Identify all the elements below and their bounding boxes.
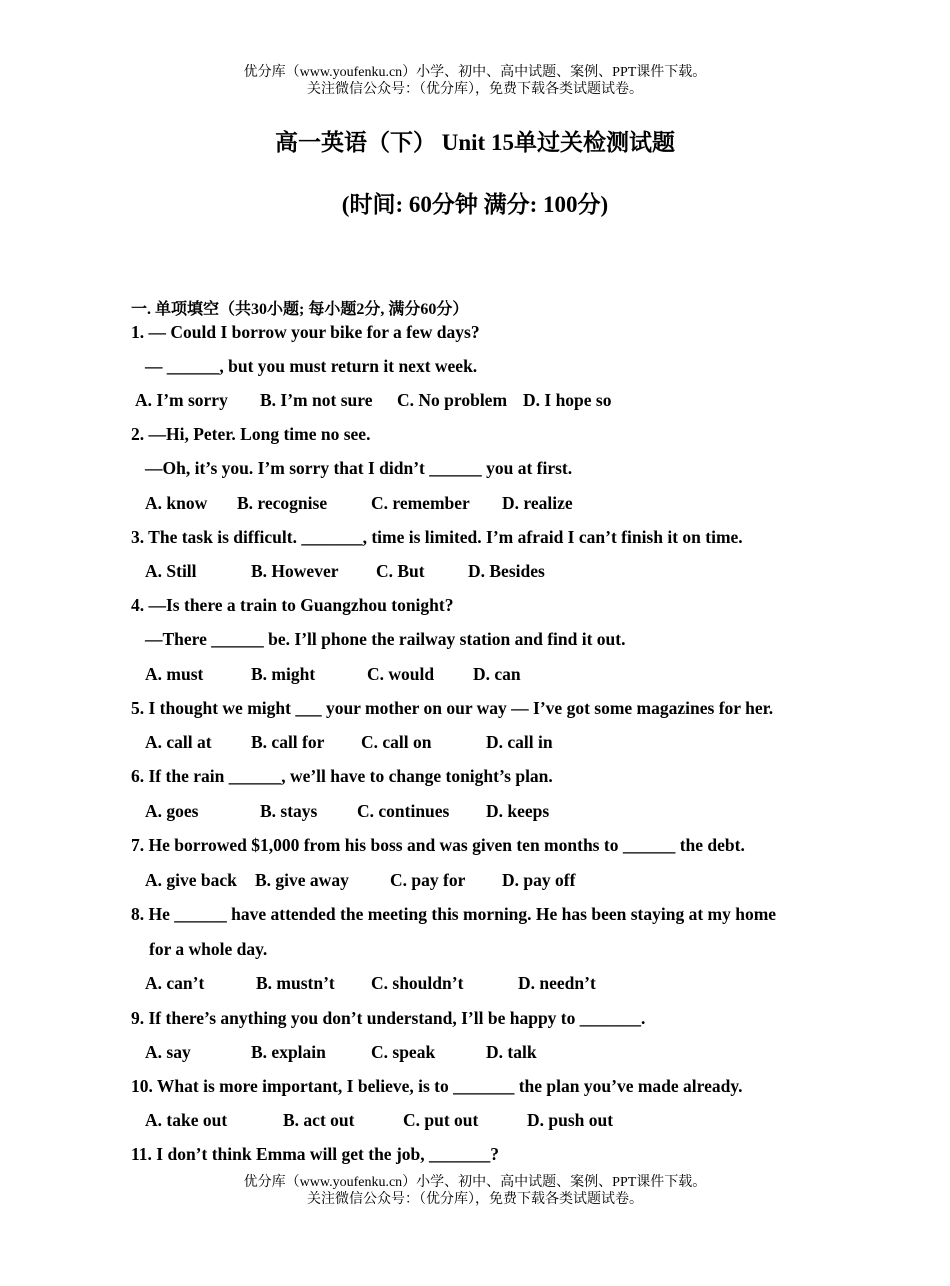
question-8-stem-continued: for a whole day. xyxy=(149,939,268,959)
exam-subtitle: (时间: 60分钟 满分: 100分) xyxy=(341,192,609,217)
question-4-stem: 4. —Is there a train to Guangzhou tonight? xyxy=(131,595,454,615)
question-6-stem: 6. If the rain ______, we’ll have to change tonight’s plan. xyxy=(131,766,553,786)
exam-title: 高一英语（下） Unit 15单过关检测试题 xyxy=(275,130,675,155)
question-9-stem: 9. If there’s anything you don’t understand, I’ll be happy to _______. xyxy=(131,1008,646,1028)
page-header xyxy=(0,64,950,98)
option-b: B. act out xyxy=(283,1110,355,1130)
question-1-stem: 1. — Could I borrow your bike for a few days? xyxy=(131,322,480,342)
option-a: A. take out xyxy=(145,1110,228,1130)
option-a: A. can’t xyxy=(145,973,205,993)
option-c: C. call on xyxy=(361,732,432,752)
option-d: D. push out xyxy=(527,1110,614,1130)
option-b: B. call for xyxy=(251,732,325,752)
option-c: C. But xyxy=(376,561,425,581)
question-2-reply: —Oh, it’s you. I’m sorry that I didn’t ______ you at first. xyxy=(145,458,573,478)
question-4-reply: —There ______ be. I’ll phone the railway station and find it out. xyxy=(145,629,626,649)
option-a: A. goes xyxy=(145,801,199,821)
option-c: C. No problem xyxy=(397,390,508,410)
option-a: A. say xyxy=(145,1042,191,1062)
option-d: D. call in xyxy=(486,732,553,752)
option-d: D. talk xyxy=(486,1042,537,1062)
option-a: A. Still xyxy=(145,561,197,581)
option-a: A. I’m sorry xyxy=(135,390,228,410)
question-8-stem: 8. He ______ have attended the meeting this morning. He has been staying at my home xyxy=(131,904,777,924)
option-b: B. recognise xyxy=(237,493,328,513)
option-c: C. shouldn’t xyxy=(371,973,464,993)
option-d: D. Besides xyxy=(468,561,545,581)
option-d: D. keeps xyxy=(486,801,550,821)
question-5-stem: 5. I thought we might ___ your mother on our way — I’ve got some magazines for her. xyxy=(131,698,774,718)
option-c: C. speak xyxy=(371,1042,436,1062)
question-1-reply: — ______, but you must return it next week. xyxy=(145,356,478,376)
option-c: C. remember xyxy=(371,493,470,513)
footer-line-1: 优分库（www.youfenku.cn）小学、初中、高中试题、案例、PPT课件下载。 xyxy=(243,1175,707,1190)
option-d: D. I hope so xyxy=(523,390,612,410)
option-b: B. mustn’t xyxy=(256,973,335,993)
page-footer xyxy=(0,1174,950,1208)
option-d: D. realize xyxy=(502,493,573,513)
option-a: A. must xyxy=(145,664,204,684)
question-7-stem: 7. He borrowed $1,000 from his boss and was given ten months to ______ the debt. xyxy=(131,835,745,855)
option-a: A. call at xyxy=(145,732,212,752)
option-c: C. continues xyxy=(357,801,450,821)
question-3-stem: 3. The task is difficult. _______, time is limited. I’m afraid I can’t finish it on time. xyxy=(131,527,743,547)
option-a: A. give back xyxy=(145,870,237,890)
question-2-stem: 2. —Hi, Peter. Long time no see. xyxy=(131,424,371,444)
option-d: D. needn’t xyxy=(518,973,596,993)
footer-line-2: 关注微信公众号：（优分库），免费下载各类试题试卷。 xyxy=(307,1192,643,1207)
option-d: D. pay off xyxy=(502,870,576,890)
question-11-stem: 11. I don’t think Emma will get the job, _______? xyxy=(131,1144,500,1164)
header-line-2: 关注微信公众号：（优分库），免费下载各类试题试卷。 xyxy=(307,82,643,97)
option-c: C. would xyxy=(367,664,435,684)
option-a: A. know xyxy=(145,493,208,513)
option-b: B. stays xyxy=(260,801,318,821)
option-b: B. explain xyxy=(251,1042,326,1062)
option-c: C. pay for xyxy=(390,870,466,890)
option-b: B. give away xyxy=(255,870,349,890)
section-heading: 一. 单项填空（共30小题; 每小题2分, 满分60分） xyxy=(131,301,469,318)
header-line-1: 优分库（www.youfenku.cn）小学、初中、高中试题、案例、PPT课件下载。 xyxy=(243,65,707,80)
question-10-stem: 10. What is more important, I believe, is to _______ the plan you’ve made already. xyxy=(131,1076,743,1096)
option-b: B. However xyxy=(251,561,339,581)
option-b: B. I’m not sure xyxy=(260,390,373,410)
option-b: B. might xyxy=(251,664,316,684)
option-c: C. put out xyxy=(403,1110,479,1130)
option-d: D. can xyxy=(473,664,521,684)
